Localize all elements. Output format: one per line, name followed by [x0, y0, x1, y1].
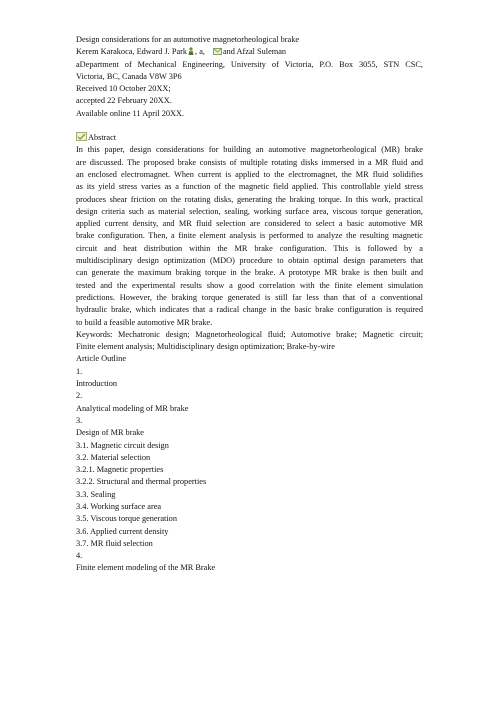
email-icon[interactable]	[213, 48, 222, 55]
outline-item[interactable]: 3.5. Viscous torque generation	[76, 514, 177, 524]
outline-item[interactable]: 3.	[76, 415, 83, 425]
online-date: Available online 11 April 20XX.	[76, 108, 185, 118]
article-title: Design considerations for an automotive magnetorheological brake	[76, 35, 300, 44]
affiliation-marker: , a,	[195, 47, 205, 57]
outline-heading: Article Outline	[76, 354, 126, 364]
outline-item[interactable]: 3.2. Material selection	[76, 452, 151, 462]
outline-item[interactable]: 3.2.2. Structural and thermal properties	[76, 477, 207, 487]
author-names-primary: Kerem Karakoca, Edward J. Park	[76, 47, 188, 57]
abstract-line: multidisciplinary design optimization (MDO) procedure to obtain optimal design parameters that	[76, 256, 423, 266]
abstract-line: design criteria such as material selection, sealing, working surface area, viscous torque generation,	[76, 206, 423, 216]
abstract-line: circuit and heat distribution within the MR brake configuration. This is followed by a	[76, 243, 423, 253]
received-date: Received 10 October 20XX;	[76, 84, 171, 94]
article-page	[76, 34, 423, 575]
outline-item[interactable]: 3.7. MR fluid selection	[76, 538, 153, 548]
outline-item[interactable]: 3.4. Working surface area	[76, 501, 162, 511]
abstract-line: brake configuration. Then, a finite element analysis is performed to analyze the resulting magnetic	[76, 231, 423, 241]
keywords-line-2: Finite element analysis; Multidisciplinary design optimization; Brake-by-wire	[76, 342, 335, 352]
person-icon[interactable]	[188, 47, 194, 55]
outline-item[interactable]: 3.2.1. Magnetic properties	[76, 465, 164, 475]
outline-item[interactable]: 3.1. Magnetic circuit design	[76, 440, 169, 450]
abstract-toggle-icon[interactable]	[76, 132, 87, 141]
outline-item[interactable]: 3.3. Sealing	[76, 489, 116, 499]
affiliation-line-2: Victoria, BC, Canada V8W 3P6	[76, 71, 182, 81]
abstract-line: can generate the maximum braking torque in the brake. A prototype MR brake is then built and	[76, 268, 423, 278]
outline-item[interactable]: 2.	[76, 391, 83, 401]
abstract-line: hydraulic brake, which indicates that a radical change in the basic brake configuration is required	[76, 305, 423, 315]
abstract-line: to build a feasible automotive MR brake.	[76, 317, 213, 327]
abstract-body	[76, 144, 423, 328]
outline-item[interactable]: 3.6. Applied current density	[76, 526, 169, 536]
outline-item[interactable]: Analytical modeling of MR brake	[76, 403, 189, 413]
abstract-line: produces shear friction on the rotating disks, generating the braking torque. In this work, practical	[76, 194, 423, 204]
author-line	[76, 46, 423, 58]
author-names-secondary: and Afzal Suleman	[222, 47, 287, 57]
abstract-line: as its yield stress varies as a function of the magnetic field applied. This controllable yield stress	[76, 182, 423, 192]
abstract-heading-row	[76, 132, 423, 144]
abstract-line: In this paper, design considerations for building an automotive magnetorheological (MR) brake	[76, 145, 423, 155]
outline-item[interactable]: Introduction	[76, 379, 118, 389]
outline-item[interactable]: Design of MR brake	[76, 428, 144, 438]
article-outline	[76, 366, 423, 575]
abstract-line: an enclosed electromagnet. When current is applied to the electromagnet, the MR fluid solidifies	[76, 169, 423, 179]
keywords-line-1: Keywords: Mechatronic design; Magnetorheological fluid; Automotive brake; Magnetic circuit;	[76, 329, 423, 339]
abstract-line: applied current density, and MR fluid selection are considered to select a basic automotive MR	[76, 219, 423, 229]
accepted-date: accepted 22 February 20XX.	[76, 96, 172, 106]
abstract-heading: Abstract	[88, 133, 117, 143]
abstract-line: predictions. However, the braking torque generated is still far less than that of a conventional	[76, 292, 423, 302]
outline-item[interactable]: 4.	[76, 551, 83, 561]
abstract-line: tested and the experimental results show a good correlation with the finite element simulation	[76, 280, 423, 290]
outline-item[interactable]: 1.	[76, 366, 83, 376]
abstract-line: are discussed. The proposed brake consists of multiple rotating disks immersed in a MR fluid and	[76, 157, 423, 167]
affiliation-line-1: aDepartment of Mechanical Engineering, University of Victoria, P.O. Box 3055, STN CSC,	[76, 59, 423, 69]
outline-item[interactable]: Finite element modeling of the MR Brake	[76, 563, 216, 573]
